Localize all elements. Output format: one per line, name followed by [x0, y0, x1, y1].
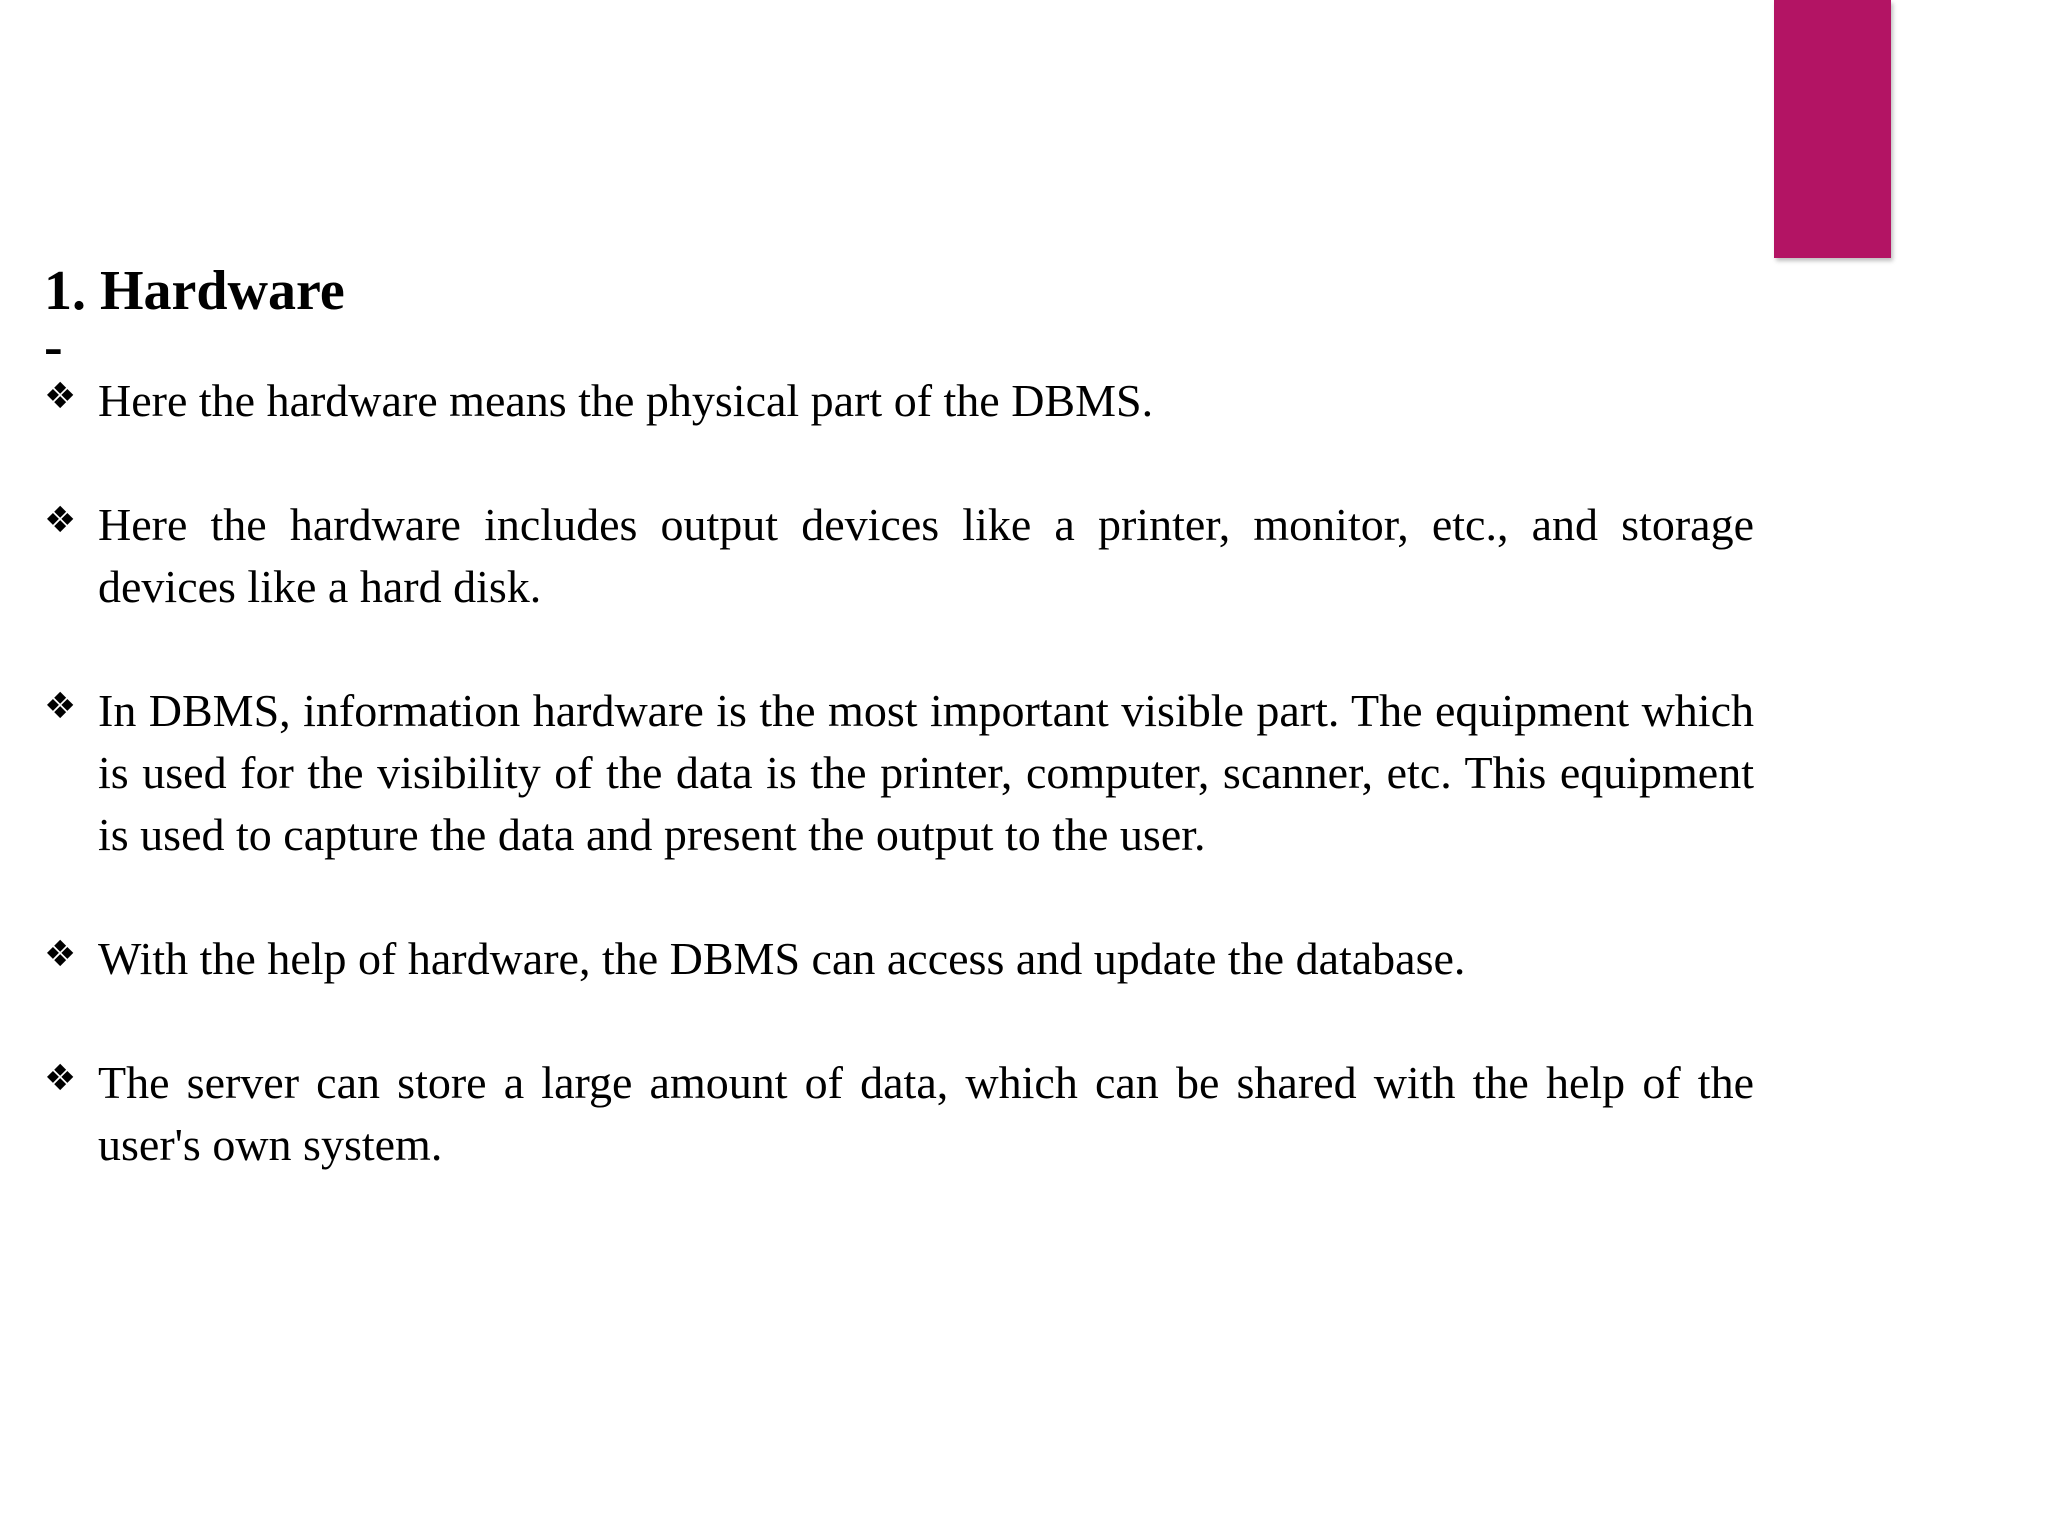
bullet-text: Here the hardware includes output devices like a printer, monitor, etc., and storage devices like a hard disk. — [98, 499, 1754, 612]
bullet-item — [44, 680, 1754, 866]
four-diamonds-icon: ❖ — [44, 934, 77, 975]
bullet-item — [44, 928, 1754, 990]
bullet-list — [44, 370, 1754, 1176]
slide-heading: 1. Hardware — [44, 260, 345, 322]
bullet-item — [44, 370, 1754, 432]
bullet-item — [44, 1052, 1754, 1176]
four-diamonds-icon: ❖ — [44, 500, 77, 541]
bullet-text: Here the hardware means the physical part of the DBMS. — [98, 375, 1154, 426]
bullet-text: In DBMS, information hardware is the most important visible part. The equipment which is used for the visibility of the data is the printer, computer, scanner, etc. This equipment is used to capture the data and present the output to the user. — [98, 685, 1754, 860]
bullet-text: The server can store a large amount of data, which can be shared with the help of the user's own system. — [98, 1057, 1754, 1170]
four-diamonds-icon: ❖ — [44, 376, 77, 417]
accent-bar — [1774, 0, 1891, 258]
heading-dash: - — [44, 316, 63, 378]
bullet-text: With the help of hardware, the DBMS can access and update the database. — [98, 933, 1466, 984]
four-diamonds-icon: ❖ — [44, 1058, 77, 1099]
slide-content — [44, 258, 1754, 1238]
bullet-item — [44, 494, 1754, 618]
four-diamonds-icon: ❖ — [44, 686, 77, 727]
